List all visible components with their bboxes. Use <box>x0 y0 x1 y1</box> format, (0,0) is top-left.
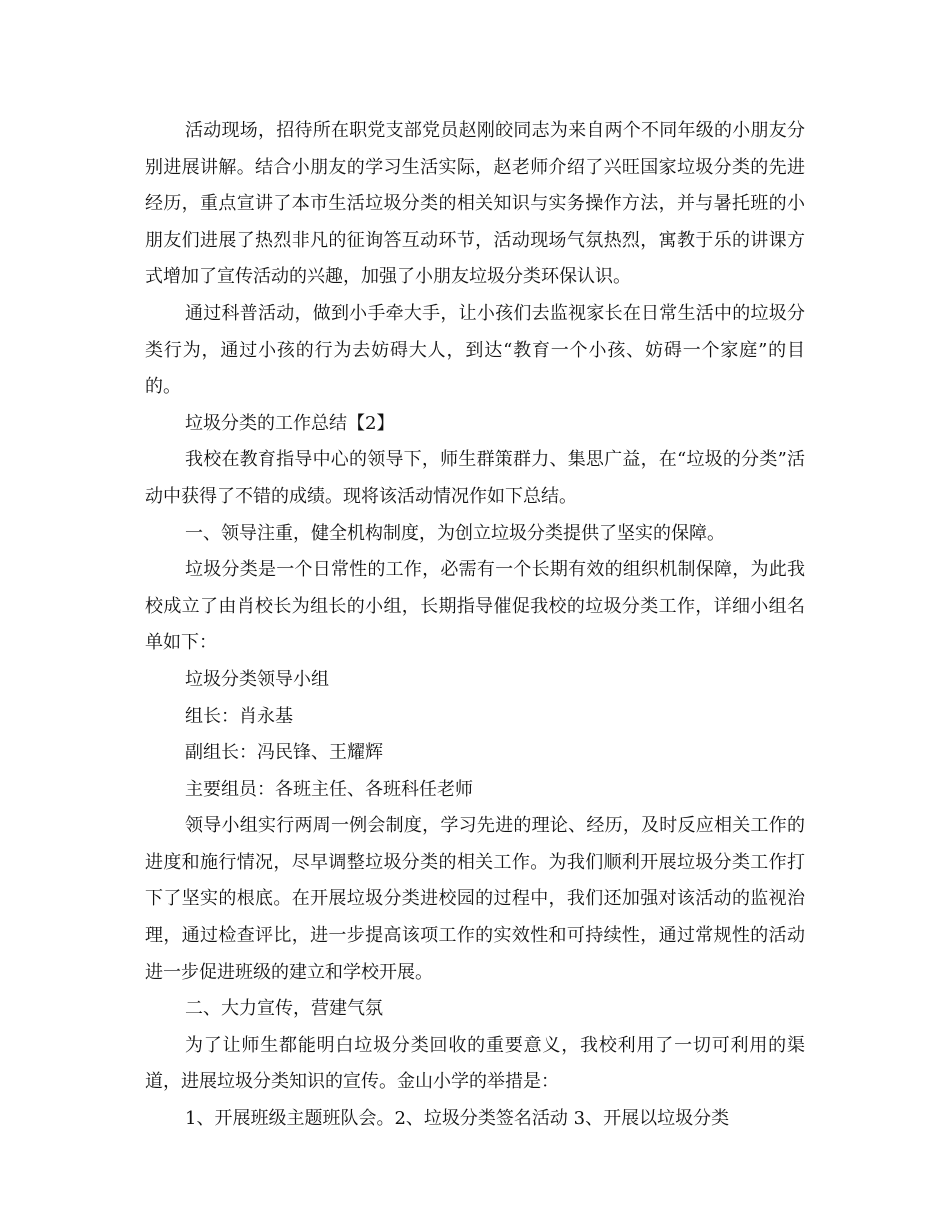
paragraph-school-intro: 我校在教育指导中心的领导下，师生群策群力、集思广益，在“垃圾的分类”活动中获得了不错的成绩。现将该活动情况作如下总结。 <box>145 449 805 507</box>
group-title: 垃圾分类领导小组 <box>185 668 329 690</box>
group-leader: 组长：肖永基 <box>185 705 293 727</box>
paragraph-science-activity: 通过科普活动，做到小手牵大手，让小孩们去监视家长在日常生活中的垃圾分类行为，通过小孩的行为去妨碍大人，到达“教育一个小孩、妨碍一个家庭”的目的。 <box>145 302 805 398</box>
section-heading-summary-2: 垃圾分类的工作总结【2】 <box>185 412 395 434</box>
group-deputy-leaders: 副组长：冯民锋、王耀辉 <box>185 742 383 764</box>
heading-leadership: 一、领导注重，健全机构制度，为创立垃圾分类提供了坚实的保障。 <box>185 522 725 544</box>
paragraph-measures: 1、开展班级主题班队会。2、垃圾分类签名活动 3、开展以垃圾分类 <box>185 1108 730 1130</box>
paragraph-activity-site: 活动现场，招待所在职党支部党员赵刚皎同志为来自两个不同年级的小朋友分别进展讲解。结合小朋友的学习生活实际，赵老师介绍了兴旺国家垃圾分类的先进经历，重点宣讲了本市生活垃圾分类的相关知识与实务操作方法，并与暑托班的小朋友们进展了热烈非凡的征询答互动环节，活动现场气氛热烈，寓教于乐的讲课方式增加了宣传活动的兴趣，加强了小朋友垃圾分类环保认识。 <box>145 120 805 288</box>
paragraph-meeting-system: 领导小组实行两周一例会制度，学习先进的理论、经历，及时反应相关工作的进度和施行情况，尽早调整垃圾分类的相关工作。为我们顺利开展垃圾分类工作打下了坚实的根底。在开展垃圾分类进校园的过程中，我们还加强对该活动的监视治理，通过检查评比，进一步提高该项工作的实效性和可持续性，通过常规性的活动进一步促进班级的建立和学校开展。 <box>145 815 805 983</box>
paragraph-publicity: 为了让师生都能明白垃圾分类回收的重要意义，我校利用了一切可利用的渠道，进展垃圾分类知识的宣传。金山小学的举措是： <box>145 1034 805 1093</box>
group-members: 主要组员：各班主任、各班科任老师 <box>185 778 473 800</box>
paragraph-mechanism: 垃圾分类是一个日常性的工作，必需有一个长期有效的组织机制保障，为此我校成立了由肖校长为组长的小组，长期指导催促我校的垃圾分类工作，详细小组名单如下： <box>145 559 805 654</box>
document-page <box>145 113 805 1138</box>
heading-publicity: 二、大力宣传，营建气氛 <box>185 998 383 1020</box>
